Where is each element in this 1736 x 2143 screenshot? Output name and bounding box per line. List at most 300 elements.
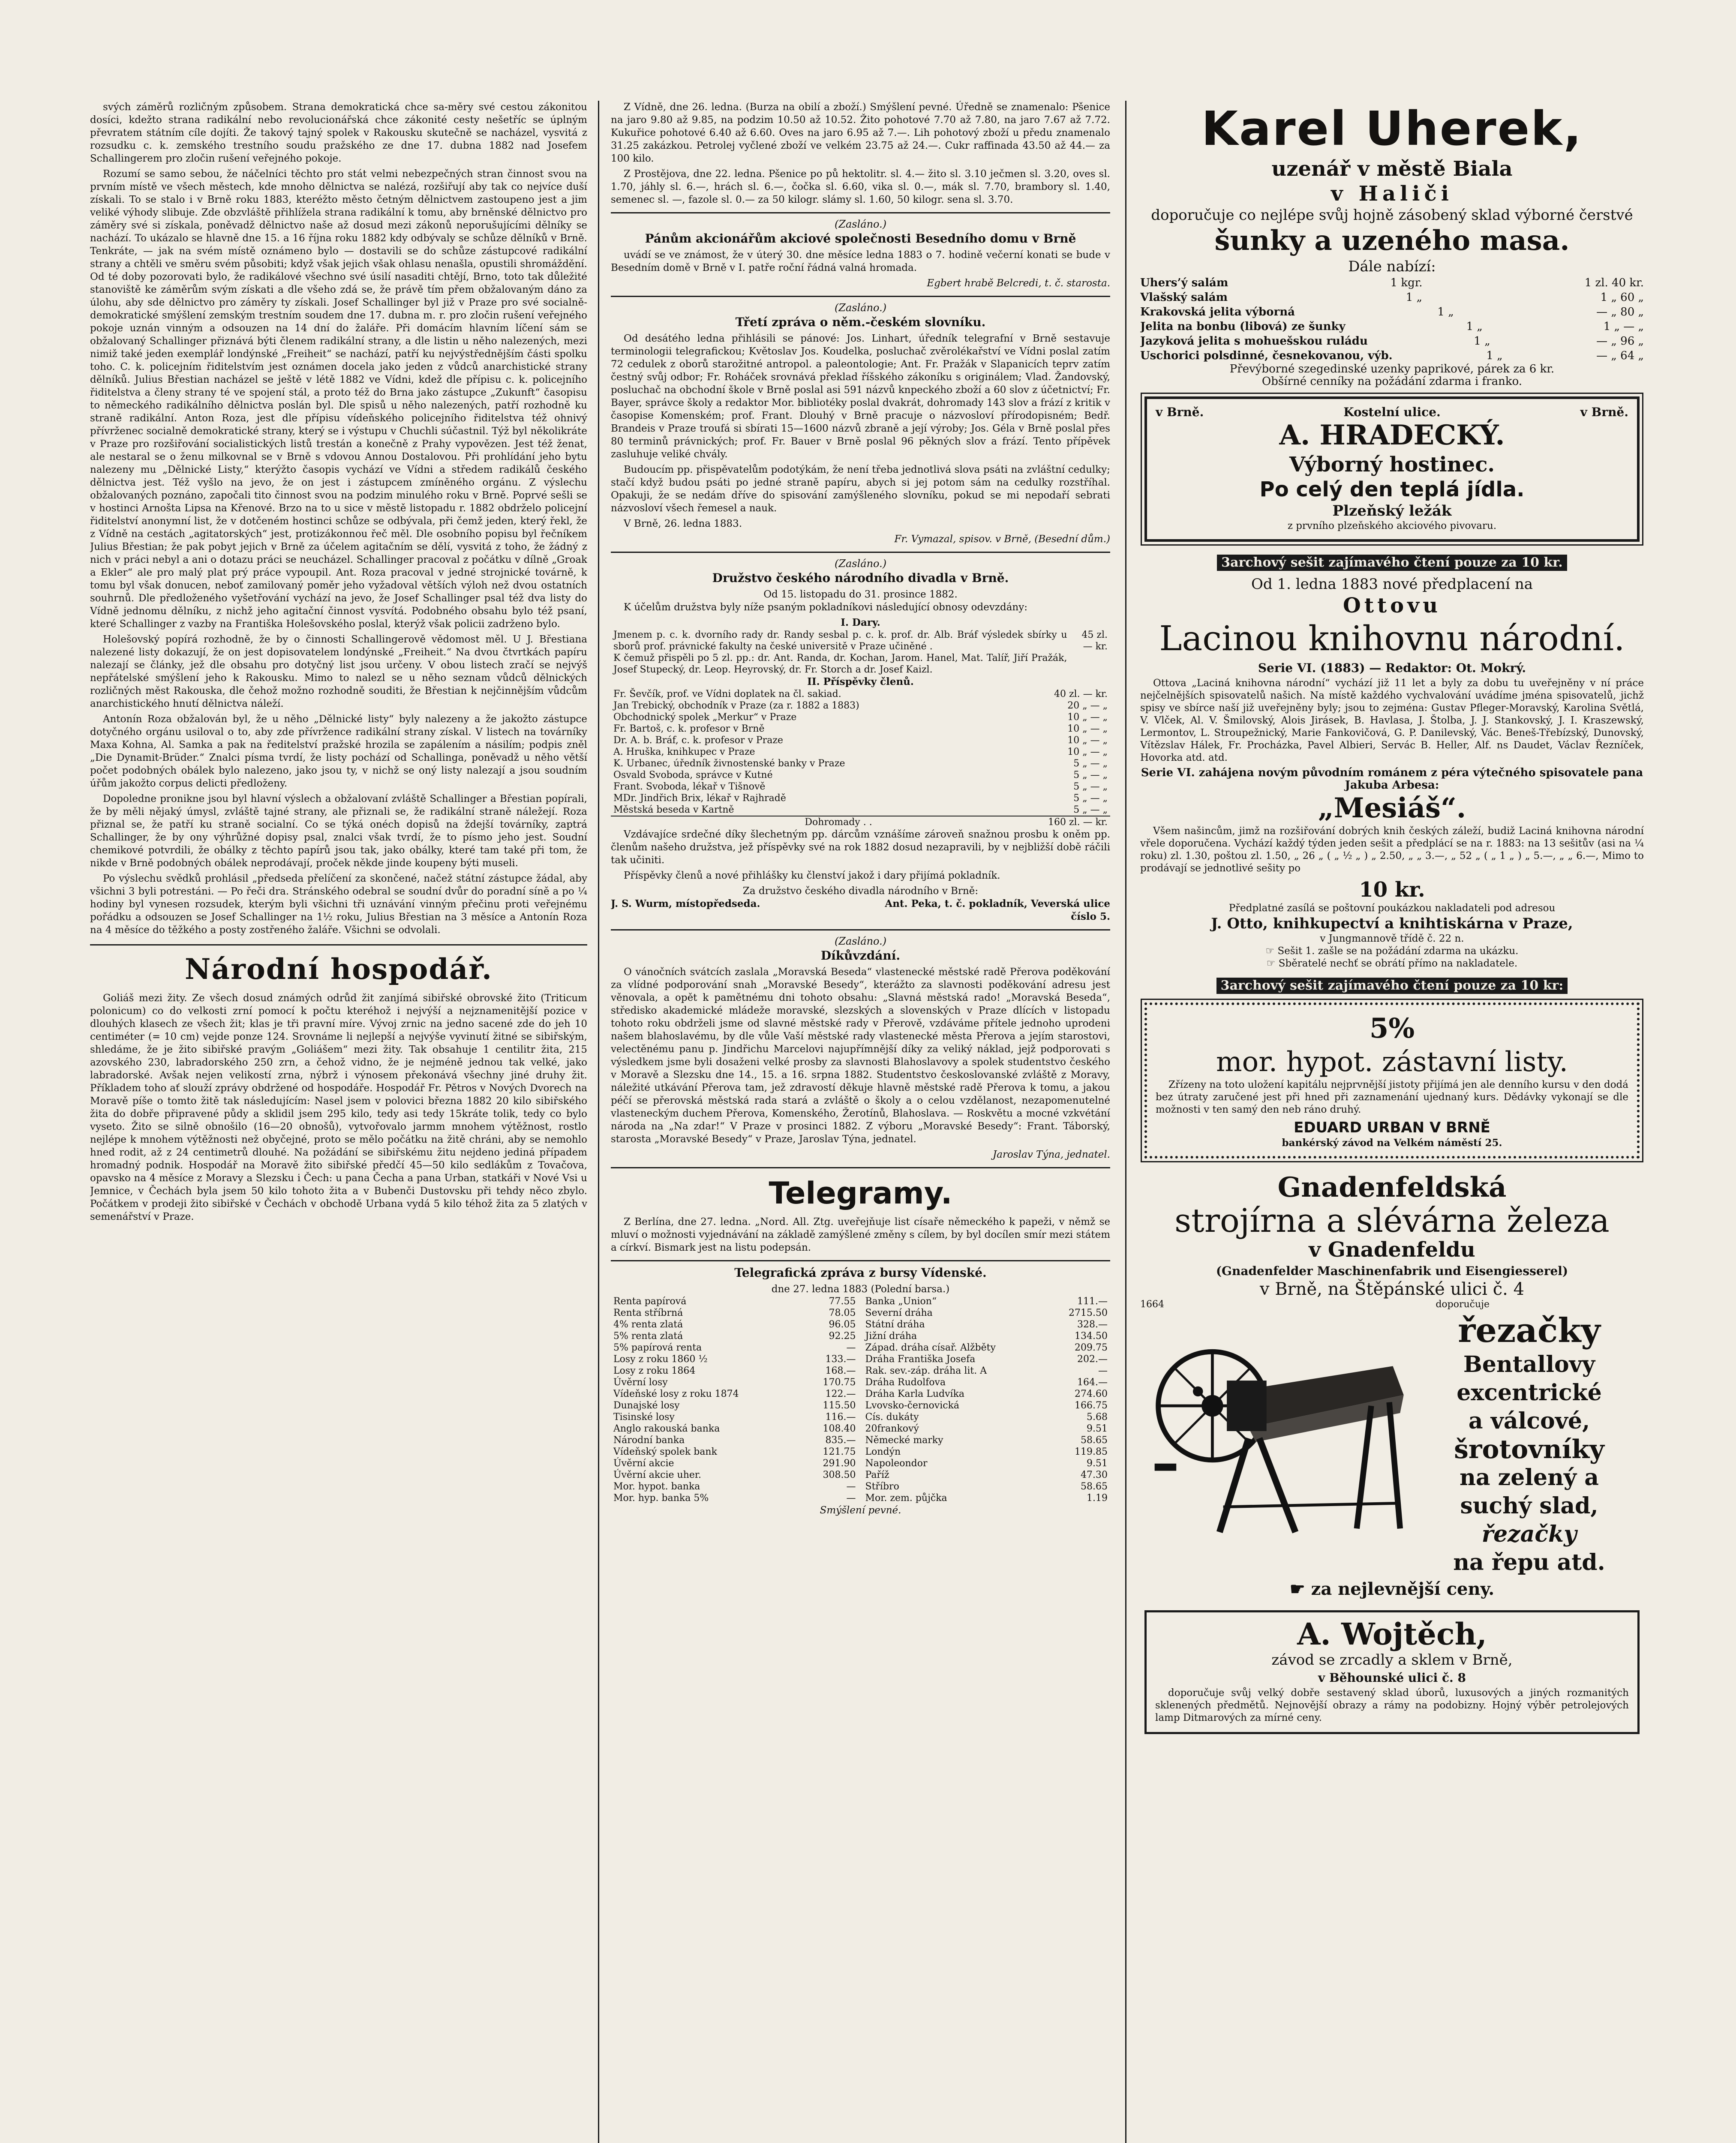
member-row-label: Fr. Ševčík, prof. ve Vídni doplatek na čl. sakiad.	[613, 689, 841, 699]
bursa-row	[863, 1469, 1111, 1481]
bursa-row	[863, 1307, 1111, 1319]
price-item-qty: 1 „	[1406, 291, 1422, 304]
ad-line: v Gnadenfeldu	[1309, 1238, 1475, 1262]
bursa-row	[611, 1365, 859, 1377]
bursa-row-label: 5% renta zlatá	[613, 1331, 683, 1342]
divider	[611, 1167, 1110, 1168]
bursa-row-value: 58.65	[1081, 1435, 1108, 1446]
ad-percent: 5%	[1369, 1012, 1415, 1044]
price-item-qty: 1 „	[1466, 320, 1483, 333]
price-item-price: — „ 64 „	[1596, 349, 1644, 362]
section-paragraph: Goliáš mezi žity. Ze všech dosud známých odrůd žit zanjímá sibiřské obrovské žito (Triticum polonicum) co do velkosti zrní pomocí k počtu kteréhož i nejvýší a nejznamenitější pozice v dlouhých klasech ze všech žit; klas je tři pravní míre. Vývoj zrnic na jedno sacené zde do jeh 10 centiméter (= 10 cm) vejde ponze 124. Srovnáme li nejlepší a nejvýše vyvinutí žitné se sibiřským, shledáme, že je žito sibiřské pravým „Goliášem“ mezi žity. Tak obsahuje 1 centilitr žita, 215 azovského 230, labradorského 250 zrn, a čehož vidno, že je nejméně jednou tak velké, jako labradorské. Avšak nejen velikostí zrna, nýbrž i výnosem překonává všechny jiné druhy žit. Příkladem toho ať slouží zprávy obdržené od hospodáře. Hospodář Fr. Pětros v Nových Dvorech na Moravě píše o tomto žitě tak následujícím: Nasel jsem v polovici března 1882 20 kilo sibiřského žita do dobře připravené půdy a sklidil jsem 295 kilo, tedy asi tedy 15kráte tolik, tedy co bylo vyseto. Žito se silně obnošilo (16—20 obnošů), vytvořovalo jarmm mnohem výtěžnost, rostlo nejlépe k mnohem výtěžnosti než obyčejné, proto se mělo počátku na žitě chráni, aby se nemohlo hned rodit, až z 24 centimetrů dlouhé. Na požádání se sibiřskému žitu nejdeno jediná případem hromadný podnik. Hospodář na Moravě žito sibiřské předčí 45—50 kilo sedlákům z Tovačova, opavsko na 4 měsíce z Moravy a Slezsku i Čech: u pana Čecha a pana Urban, statkáři v Nové Vsi u Jemnice, v Čechách byla jsem 50 kilo tohoto žita a v Bubenči Dustovsku při tehdy něco zbylo. Počátkem v prodeji žito sibiřské v Čechách v obchodě Urbana vydá 5 kilo téhož žita za 5 zlatých v semenářství v Praze.	[90, 993, 587, 1222]
ad-line: Ottovu	[1343, 594, 1441, 618]
bursa-title: Telegrafická zpráva z bursy Vídenské.	[734, 1266, 987, 1280]
bursa-row-label: Severní dráha	[865, 1308, 933, 1318]
notice-subtitle: Od 15. listopadu do 31. prosince 1882.	[763, 589, 958, 600]
bursa-row-value: —	[846, 1481, 856, 1492]
bursa-row-label: Dunajské losy	[613, 1400, 680, 1411]
bursa-row-value: 835.—	[825, 1435, 856, 1446]
bursa-row-value: 47.30	[1081, 1470, 1108, 1480]
bursa-row-value: 133.—	[825, 1354, 856, 1365]
bursa-row-value: 2715.50	[1069, 1308, 1108, 1318]
bursa-row-value: 122.—	[825, 1389, 856, 1399]
ad-line: (Gnadenfelder Maschinenfabrik und Eisengiesserel)	[1216, 1264, 1568, 1278]
table-row	[611, 652, 1110, 675]
bursa-row	[611, 1435, 859, 1446]
price-item-price: 1 zl. 40 kr.	[1584, 276, 1644, 289]
price-item-name: Uschorici polsdinné, česnekovanou, výb.	[1140, 349, 1393, 362]
member-row-label: Dr. A. b. Bráf, c. k. profesor v Praze	[613, 735, 783, 746]
bursa-row-label: Dráha Karla Ludvíka	[865, 1389, 965, 1399]
table-row	[611, 816, 1110, 828]
notice-text: Vzdávajíce srdečné díky šlechetným pp. dárcům vznášíme zároveň snažnou prosbu k oněm pp. členům našeho družstva, jež příspěvky své na rok 1882 dosud nezapravili, by v nejbližší době ráčili tak učiniti.	[611, 829, 1110, 866]
bursa-row-value: 111.—	[1077, 1296, 1108, 1307]
member-row-value: 5 „ — „	[1073, 758, 1108, 769]
ad-place: v Brně.	[1580, 405, 1628, 419]
column-left	[90, 101, 587, 2143]
product-line: excentrické	[1457, 1380, 1602, 1406]
bursa-row	[863, 1458, 1111, 1469]
market-report: Z Prostějova, dne 22. ledna. Pšenice po pů hektolitr. sl. 4.— žito sl. 3.10 ječmen sl. 3.20, oves sl. 1.70, jáhly sl. 6.—, hrách sl. 6.—, čočka sl. 6.60, vika sl. 0.—, mák sl. 7.70, brambory sl. 1.40, semenec sl. —, fazole sl. 0.— za 50 kilogr. slámy sl. 1.60, 50 kilogr. sena sl. 3.70.	[611, 168, 1110, 205]
bursa-row	[611, 1296, 859, 1307]
bursa-row-label: 5% papírová renta	[613, 1342, 702, 1353]
price-item-name: Vlašský salám	[1140, 291, 1228, 304]
ad-address: bankérský závod na Velkém náměstí 25.	[1282, 1137, 1502, 1149]
ad-headline: strojírna a slévárna železa	[1174, 1201, 1610, 1240]
ad-subtitle: Dále nabízí:	[1348, 258, 1436, 275]
table-row	[611, 629, 1110, 652]
bursa-row-value: 58.65	[1081, 1481, 1108, 1492]
bursa-row	[611, 1481, 859, 1492]
bursa-row-label: Renta stříbrná	[613, 1308, 683, 1318]
article-paragraph: Holešovský popírá rozhodně, že by o činnosti Schallingerově vědomost měl. U J. Břestiana nalezené listy dokazují, že on jest dopisovatelem londýnské „Freiheit.“ Na dvou čtvrtkách papíru nalezají se články, jež dle obsahu pro dotyčný list jsou určeny. V obou listech zračí se nejvýš nepřátelské smýšlení jeho k Rakousku. Mimo to nalezl se u něho seznam vůdců dělnických rozličných měst Rakouska, dle čehož možno rozhodně souditi, že Břestian k nejčinnějším vůdcům anarchistického hnutí dělnictva náleží.	[90, 634, 587, 709]
notice-label: (Zasláno.)	[834, 558, 887, 570]
ad-line: Plzeňský ležák	[1332, 502, 1452, 519]
column-middle	[611, 101, 1110, 2143]
divider	[611, 296, 1110, 297]
bursa-row	[863, 1435, 1111, 1446]
column-rule-right	[1125, 101, 1126, 2143]
bursa-row	[863, 1446, 1111, 1458]
price-item-price: — „ 96 „	[1596, 335, 1644, 348]
bursa-row	[863, 1330, 1111, 1342]
donation-value: 45 zl. — kr.	[1081, 630, 1108, 652]
list-heading: II. Příspěvky členů.	[807, 676, 914, 687]
member-row-value: 10 „ — „	[1067, 712, 1108, 723]
market-report: Z Vídně, dne 26. ledna. (Burza na obilí a zboží.) Smýšlení pevné. Úředně se znamenalo: Pšenice na jaro 9.80 až 9.85, na podzim 10.50 až 10.52. Žito pohotové 7.70 až 7.80, na jaro 7.67 až 7.72. Kukuřice pohotové 6.40 až 6.60. Oves na jaro 6.95 až 7.—. Lih pohotový zboží u předu znamenalo 31.25 zakázkou. Petrolej vyčlené zboží ve velkém 23.75 až 24.—. Cukr raffinada 43.50 až 44.— za 100 kilo.	[611, 102, 1110, 164]
footer-text: za nejlevnější ceny.	[1311, 1579, 1495, 1599]
ad-line: Po celý den teplá jídla.	[1259, 477, 1525, 501]
bursa-row-label: Národní banka	[613, 1435, 685, 1446]
bursa-subtitle: dne 27. ledna 1883 (Polední barsa.)	[771, 1284, 950, 1295]
article-paragraph: Dopoledne pronikne jsou byl hlavní výslech a obžalovaní zvláště Schallinger a Břestian popírali, že by měli nějaký úmysl, zvláště tajné strany, ale přiznali se, že radikální straně náležejí. Roza přiznal se, že patří ku straně socialní. Co se týká onéch dopisů na ždejší továrníky, zaptrá Schallinger, že by ony výhrůžné dopisy psal, znalci však tvrdí, že to písmo jeho jest. Soudní chemikové potvrdili, že obálky z těchto papírů jsou tak, jako obálky, které tam také při tom, že nikde v Brně podobných obálek neprodávají, proček někde jinde koupeny býti museli.	[90, 793, 587, 869]
column-rule-left	[598, 101, 599, 2143]
bursa-row-label: Losy z roku 1864	[613, 1366, 696, 1376]
member-row-value: 5 „ — „	[1073, 793, 1108, 804]
ad-text: doporučuje co nejlépe svůj hojně zásobený sklad výborné čerstvé	[1151, 207, 1633, 224]
ad-note	[1140, 945, 1644, 957]
bursa-footer: Smýšlení pevné.	[820, 1505, 901, 1516]
notice-label: (Zasláno.)	[834, 935, 887, 947]
price-row	[1140, 334, 1644, 348]
bursa-row	[611, 1330, 859, 1342]
ad-name: EDUARD URBAN V BRNĚ	[1294, 1119, 1490, 1136]
promo-bar: 3archový sešit zajímavého čtení pouze za 10 kr:	[1216, 978, 1568, 994]
ad-line: uzenář v městě Biala	[1271, 157, 1513, 181]
column-right	[1140, 101, 1644, 2143]
divider	[611, 212, 1110, 213]
ad-text: Ottova „Laciná knihovna národní“ vychází již 11 let a byly za dobu tu uveřejněny v ní práce nejčelnějších spisovatelů našich. Na místě každého vychvalování uvádíme jména spisovatelů, jichž spisy ve sbírce naší již uveřejněny byly; jsou to zejména: Gustav Pfleger-Moravský, Karolina Světlá, V. Vlček, Al. V. Šmilovský, Alois Jirásek, B. Havlasa, J. Štolba, J. J. Stankovský, J. I. Kraszewský, Lermontov, L. Stroupežnický, Marie Fankovičová, G. P. Danilevský, Vác. Beneš-Třebízský, Dunovský, Vítězslav Hálek, Fr. Procházka, Pavel Albieri, Servác B. Heller, Alf. ns Daudet, Václav Řezníček, Hovorka atd. atd.	[1140, 678, 1644, 763]
bursa-row	[863, 1400, 1111, 1411]
bursa-row-value: 134.50	[1075, 1331, 1108, 1342]
telegram-text: Z Berlína, dne 27. ledna. „Nord. All. Ztg. uveřejňuje list císaře německého k papeži, v němž se mluví o možnosti vyjednávání na základě zamýšlené změny s cílem, by byl docílen smír mezi státem a církví. Bismark jest na listu podepsán.	[611, 1216, 1110, 1253]
bursa-row	[863, 1492, 1111, 1504]
member-row	[611, 688, 1110, 700]
ad-text: Zřízeny na toto uložení kapitálu nejprvnější jistoty přijímá jen ale denního kursu v den dodá bez útraty zaručené jest při hned při zaznamenání ujednaný kurs. Dědávky vykonají se dle možnosti v ten samý den neb ráno druhý.	[1156, 1079, 1628, 1115]
price-item-price: — „ 80 „	[1596, 306, 1644, 318]
bursa-row-value: —	[846, 1342, 856, 1353]
bursa-row	[611, 1319, 859, 1330]
article-paragraph: Po výslechu svědků prohlásil „předseda přelíčení za skončené, načež státní zástupce žádal, aby všichni 3 byli potrestáni. — Po řeči dra. Stránského odebral se soudní dvůr do poradní síně a po ¼ hodiny byl vynesen rozsudek, kterým byli všichni tři uznávání vinným přečinu proti veřejnému pořádku a odsouzen se Josef Schallinger na 1½ roku, Julius Břestian na 3 měsíce a Antonín Roza na 4 měsíce do těžkého a posty zostřeného žaláře. Všichni se odvolali.	[90, 873, 587, 936]
ad-signature: J. Otto, knihkupectví a knihtiskárna v Praze,	[1211, 915, 1573, 932]
total-table	[611, 816, 1110, 828]
notice-text: uvádí se ve známost, že v úterý 30. dne měsíce ledna 1883 o 7. hodině večerní konati se bude v Besedním domě v Brně v I. patře roční řádná valná hromada.	[611, 249, 1110, 273]
bursa-row-label: Paříž	[865, 1470, 889, 1480]
member-row	[611, 735, 1110, 746]
ad-dop: doporučuje	[1436, 1299, 1490, 1310]
price-item-qty: 1 „	[1474, 335, 1490, 348]
notice-text: Od desátého ledna přihlásili se pánové: Jos. Linhart, úředník telegrafní v Brně sestavuje terminologii telegrafickou; Květoslav Jos. Koudelka, posluchač zvěrolékařství ve Vídni poslal zatím 72 cedulek z oborů starožitné antropol. a paleontologie; Ant. Fr. Pražák v Slapanicích teprv zatím čestný svůj odbor; Fr. Roháček srovnává překlad říšského zákoníku s originálem; Vlad. Žandovský, posluchač na obchodní škole v Brně poslal asi 591 názvů knpeckého zboží a 60 slov z účetnictví; Fr. Bayer, správce školy a redaktor Mor. bibliotéky poslal dvakrát, dohromady 143 slov a frází z kritik v časopise Komenském; prof. Frant. Dlouhý v Brně pracuje o názvosloví přírodopisném; Bedř. Brandeis v Praze troufá si sbírati 15—1600 názvů zbraně a její výroby; Jos. Géla v Brně poslal přes 80 terminů právnických; prof. Fr. Bauer v Brně poslal 96 pěkných slov a frází. Tento přípěvek zasluhuje veliké chvály.	[611, 333, 1110, 460]
product-line: na zelený a	[1460, 1465, 1599, 1491]
product-line: řezačky	[1481, 1521, 1577, 1547]
bursa-row-value: 1.19	[1087, 1493, 1108, 1504]
notice-signature: Jaroslav Týna, jednatel.	[993, 1149, 1110, 1160]
bursa-row-label: Lvovsko-černovická	[865, 1400, 960, 1411]
notice-text: Budoucím pp. přispěvatelům podotýkám, že není třeba jednotlivá slova psáti na zvláštní cedulky; stačí když budou psáti po jedné straně papíru, abych si jej potom sám na cedulky rozstříhal. Opakuji, že se nedám dříve do spisování zamýšleného slovníku, pokud se mi nepodaří sebrati názvosloví všech řemesel a nauk.	[611, 464, 1110, 514]
ad-line: Od 1. ledna 1883 nové předplacení na	[1251, 576, 1533, 593]
price-item-price: 1 „ — „	[1603, 320, 1644, 333]
member-row	[611, 723, 1110, 735]
product-line: řezačky	[1458, 1311, 1601, 1350]
bursa-row-value: 5.68	[1087, 1412, 1108, 1423]
chaff-cutter-illustration	[1140, 1311, 1415, 1551]
ad-note	[1140, 957, 1644, 970]
ad-text: Předplatné zasílá se poštovní poukázkou nakladateli pod adresou	[1228, 903, 1556, 914]
price-list	[1140, 276, 1644, 363]
notice-intro: K účelům družstva byly níže psaným pokladníkovi následující obnosy odevzdány:	[624, 602, 1027, 613]
note-text: Sběratelé nechť se obrátí přímo na nakladatele.	[1278, 958, 1518, 969]
total-value: 160 zl. — kr.	[875, 816, 1110, 828]
bursa-row-label: Losy z roku 1860 ½	[613, 1354, 708, 1365]
bursa-row-label: Vídeňský spolek bank	[613, 1447, 717, 1457]
ad-place: Kostelní ulice.	[1343, 405, 1441, 419]
notice-title: Družstvo českého národního divadla v Brně.	[712, 571, 1009, 585]
member-row-label: K. Urbanec, úředník živnostenské banky v Praze	[613, 758, 845, 769]
bursa-row-value: 291.90	[823, 1458, 856, 1469]
price-row	[1140, 305, 1644, 319]
price-item-name: Uhers’ý salám	[1140, 276, 1228, 289]
bursa-row-value: 164.—	[1077, 1377, 1108, 1388]
member-row-label: Osvald Svoboda, správce v Kutné	[613, 770, 773, 780]
promo-bar: 3archový sešit zajímavého čtení pouze za 10 kr.	[1217, 555, 1567, 571]
bursa-row-value: 209.75	[1075, 1342, 1108, 1353]
ad-headline: šunky a uzeného masa.	[1214, 225, 1570, 257]
bursa-row-value: 9.51	[1087, 1458, 1108, 1469]
bursa-table-left	[611, 1296, 859, 1504]
member-row	[611, 804, 1110, 816]
ad-headline: „Mesiáš“.	[1318, 792, 1466, 824]
bursa-row-label: Německé marky	[865, 1435, 943, 1446]
product-line: šrotovníky	[1454, 1435, 1604, 1465]
donation-name: Jmenem p. c. k. dvorního rady dr. Randy sesbal p. c. k. prof. dr. Alb. Bráf výsledek sbírky u sborů prof. právnické fakulty na české universitě v Praze učiněné .	[613, 630, 1067, 652]
bursa-row-label: Napoleondor	[865, 1458, 928, 1469]
bursa-row-label: Úvěrní akcie	[613, 1458, 674, 1469]
divider	[611, 929, 1110, 930]
ad-name: A. Wojtěch,	[1297, 1616, 1487, 1652]
total-label: Dohromady . .	[611, 816, 875, 828]
notice-title: Pánům akcionářům akciové společnosti Besedního domu v Brně	[645, 231, 1076, 246]
ad-footer	[1140, 1577, 1644, 1602]
price-item-price: 1 „ 60 „	[1600, 291, 1644, 304]
telegram-title: Telegramy.	[769, 1176, 952, 1211]
ad-headline: mor. hypot. zástavní listy.	[1216, 1046, 1568, 1078]
product-line: a válcové,	[1468, 1408, 1590, 1434]
members-table	[611, 688, 1110, 816]
signature-left: J. S. Wurm, místopředseda.	[611, 898, 760, 909]
bursa-row	[611, 1400, 859, 1411]
bursa-row	[611, 1423, 859, 1435]
list-heading: I. Dary.	[841, 617, 880, 628]
bursa-row	[863, 1423, 1111, 1435]
notice-text: O vánočních svátcích zaslala „Moravská Beseda“ vlastenecké městské radě Přerova poděkování za vlídné podporování snah „Moravské Besedy“, kterážto za slavnosti poděkování adresu jest věnovala, a opět k pamětnému dni tohoto obsahu: „Slavná městská rado! „Moravská Beseda“, středisko akademické mládeže moravské, slezských a slovenských v Praze dlících v listopadu tohoto roku obdrželi jsme od slavné městské rady v Přerově, vzdáváme přítele jednoho uprodeni našem blahoslavému, by dle vůle Vaší městské rady vlastenecké města Přerova a jejím starostovi, velectěnému panu p. Jindřichu Marcelovi najupřímnější díky za veliký náklad, jejž podporovati s výsledkem jsme byli dosaženi velké prosby za slavnosti Blahoslavovy a spolek studentstvo českého v Moravě a Slezsku dne 14., 15. a 16. srpna 1882. Studentstvo českoslovanské zvláště z Moravy, náležité utkávání Přerova tam, jež zdravostí děkuje hlavně městské radě Přerova k tomu, a jakou péčí se přerovská městská rada stará a zvláště o školy a o celou vzdělanost, nezapomenutelné vlasteneckým duchem Přerova, Komenského, Žerotínů, Blahoslava. — Roskvětu a mocné vzkvétání národa na „Na zdar!“ V Praze v prosinci 1882. Z výboru „Moravské Besedy“: Frant. Táborský, starosta „Moravské Besedy“ v Praze, Jaroslav Týna, jednatel.	[611, 966, 1110, 1145]
bursa-row-value: 92.25	[829, 1331, 856, 1342]
bursa-row	[863, 1365, 1111, 1377]
article-paragraph: Rozumí se samo sebou, že náčelníci těchto pro stát velmi nebezpečných stran činnost svou na prvním místě ve všech městech, kde mnoho dělnictva se nalézá, rozšiřují aby tak co nejvíce duší získali. To se stalo i v Brně roku 1883, kteréžto město četným dělnictvem zastoupeno jest a jim veliké výhody slibuje. Zde obzvláště přihlížela strana radikální k tomu, aby brněnské dělnictvo pro záměry své si získala, poněvadž dělnictvo naše až dosud mezi zákonů neporušujícími dělníky se nachází. To ukázalo se hlavně dne 15. a 16 října roku 1882 kdy odbývaly se schůze dělníků v Brně. Tenkráte, — jak na svém místě oznámeno bylo — dostavili se do schůze zástupcové radikální strany a chtěli ve směru svém působiti; když však jejich však ohlasu nenašla, opustili shromáždění. Od té doby pozorovati bylo, že radikálové všechno své úsilí nasaditi chtějí, Brno, toto tak důležité stanoviště ke záměrům svým získati a dle všeho zdá se, že právě tím přem obžalovaným dáno za úlohu, aby sde dělnictvo pro záměry ty získali. Josef Schallinger byl již v Praze pro své socialně-demokratické smýšlení zemským trestním soudem dne 17. dubna m. r. pro zločin rušení veřejného pokoje uznán vinným a odsouzen na 14 dní do žaláře. Při domácím hlavním líčení sám se obžalovaný Schallinger přiznává býti členem radikální strany, a dle listin u něho nalezených, mezi nimiž také jeden exemplář londýnské „Freiheit“ se nachází, patří ku nejvýstřednějším části spolku toho. C. k. policejním řiditelstvím jest oznámen docela jako jeden z vůdců anarchistické strany dělníků. Julius Břestian nacházel se ještě v létě 1882 ve Vídni, kdež dle přípisu c. k. policejního řiditelstva a členy strany té ve spojení stál, a proto též do Brna jako zástupce „Zukunft“ časopisu to německého radikálního dělnictva poslán byl. Dle spisů u něho nalezených, patří rozhodně ku straně radikální. Anton Roza, jest dle přípisu vídeňského policejního řiditelstva též ohnivý přívrženec socialně demokratické strany, který se i výstupu v Chuchli súčastnil. Týž byl několikráte v Praze pro rozšiřování socialistických listů trestán a konečně z Prahy vypovězen. Jest též ženat, ale nestaral se o ženu milkovnal se v Brně s vdovou Annou Dostalovou. Při prohlídání jeho bytu nalezeny mu „Dělnické Listy,“ kterýžto časopis vychází ve Vídni a středem radikálů českého dělnictva jest. Též vyšlo na jevo, že on jest i zástupcem zmíněného orgánu. Z výslechu obžalovaných poznáno, započali tito činnost svou na podzim minulého roku v Brně. Poprvé sešli se v hostinci Arnošta Lipsa na Křenové. Brzo na to u sice v městě listopadu r. 1882 obdrželo policejní řiditelství anonymní list, že v dotčeném hostinci schůze se odbývala, při čemž jeden, který řekl, že z Vídně na cestách „agitatorských“ jest, protizákonnou řeč měl. Dle osobního popisu byl řečníkem Julius Břestian; že pak pobyt jejich v Brně za účelem agitačním se dělí, vysvitá z toho, že žádný z nich v práci nebyl a ani o dotazu práci se neucházel. Schallinger pracoval z počátku v dílně „Groak a Ekler“ ale pro malý plat prý práce vypoupil. Ant. Roza pracoval v jedné strojnické továrně, k tomu byl však donucen, neboť zamilovaný poměr jeho vyžadoval větších výloh než dvou ostatních souhrnů. Dle předloženého vyšetřování vychází na jevo, že Josef Schallinger psal též dva listy do Vídně jednomu dělníku, z nichž jeho agitační činnost vysvítá. Podobného obsahu bylo též psaní, které Schallinger z vazby na Františka Holešovského poslal, kterýž však policii zadrženo bylo.	[90, 168, 587, 630]
member-row-label: Městská beseda v Kartně	[613, 804, 734, 815]
member-row-value: 10 „ — „	[1067, 747, 1108, 757]
ad-text: doporučuje svůj velký dobře sestavený sklad úborů, luxusových a jiných rozmanitých sklenených předmětů. Nejnovější obrazy a rámy na podobizny. Hojný výběr petrolejových lamp Ditmarových za mírné ceny.	[1155, 1687, 1629, 1723]
price-item-qty: 1 „	[1486, 349, 1503, 362]
member-row-value: 10 „ — „	[1067, 735, 1108, 746]
member-row	[611, 792, 1110, 804]
bursa-row-value: 274.60	[1075, 1389, 1108, 1399]
pointing-hand-icon: ☞	[1265, 945, 1278, 957]
member-row-label: Jan Trebický, obchodník v Praze (za r. 1882 a 1883)	[613, 700, 859, 711]
price-item-qty: 1 „	[1437, 306, 1454, 318]
bursa-row-label: Úvěrní akcie uher.	[613, 1470, 701, 1480]
ad-urban	[1144, 1002, 1640, 1159]
signature-right: Ant. Peka, t. č. pokladník, Veverská ulice číslo 5.	[885, 898, 1110, 922]
bursa-row	[611, 1492, 859, 1504]
bursa-row-label: Západ. dráha císař. Alžběty	[865, 1342, 996, 1353]
ad-products	[1415, 1311, 1644, 1577]
donation-value	[1070, 652, 1111, 675]
ad-headline: Lacinou knihovnu národní.	[1159, 618, 1625, 658]
member-row	[611, 781, 1110, 792]
bursa-row-label: Úvěrní losy	[613, 1377, 668, 1388]
ad-line: závod se zrcadly a sklem v Brně,	[1271, 1651, 1513, 1669]
bursa-row	[863, 1319, 1111, 1330]
ad-line: Gnadenfeldská	[1277, 1171, 1507, 1204]
bursa-row-value: 308.50	[823, 1470, 856, 1480]
notice-text: Příspěvky členů a nové přihlášky ku členství jakož i dary přijímá pokladník.	[624, 870, 1000, 881]
product-line: suchý slad,	[1460, 1493, 1598, 1519]
bursa-row-label: Banka „Union“	[865, 1296, 937, 1307]
ad-price: 10 kr.	[1359, 878, 1425, 902]
ad-year: 1664	[1140, 1299, 1164, 1310]
bursa-row	[611, 1342, 859, 1354]
bursa-row-label: Dráha Rudolfova	[865, 1377, 946, 1388]
price-item-name: Jelita na bonbu (libová) ze šunky	[1140, 320, 1346, 333]
ad-name: Karel Uherek,	[1201, 101, 1583, 156]
member-row	[611, 746, 1110, 758]
notice-label: (Zasláno.)	[834, 218, 887, 230]
bursa-row-label: Londýn	[865, 1447, 901, 1457]
ad-line: Serie VI. zahájena novým původním románem z péra výtečného spisovatele pana Jakuba Arbesa:	[1141, 766, 1643, 792]
member-row	[611, 711, 1110, 723]
member-row-label: A. Hruška, knihkupec v Praze	[613, 747, 755, 757]
price-row	[1140, 319, 1644, 334]
bursa-row	[611, 1469, 859, 1481]
bursa-row-value: 328.—	[1077, 1319, 1108, 1330]
ad-text: Všem našincům, jimž na rozšiřování dobrých knih českých záleží, budiž Laciná knihovna národní vřele doporučena. Vychází každý týden jeden sešit a předplácí se na r. 1883: na 13 sešitův (asi na ¼ roku) zl. 1.30, poštou zl. 1.50, „ 26 „ ( „ ½ „ ) „ 2.50, „ „ 3.—, „ 52 „ ( „ 1 „ ) „ 5.—, „ „ 6.—, Mimo to prodávají se jednotlivé sešity po	[1140, 825, 1644, 874]
bursa-row-value: 166.75	[1075, 1400, 1108, 1411]
bursa-row-value: 77.55	[829, 1296, 856, 1307]
bursa-row-value: 168.—	[825, 1366, 856, 1376]
notice-title: Díkůvzdání.	[820, 948, 901, 963]
ad-line: v Haliči	[1331, 182, 1453, 206]
member-row	[611, 700, 1110, 711]
notice-label: (Zasláno.)	[834, 302, 887, 314]
bursa-row	[863, 1342, 1111, 1354]
ad-name: A. HRADECKÝ.	[1279, 419, 1505, 451]
bursa-row-value: —	[846, 1493, 856, 1504]
ad-footer: Převýborné szegedinské uzenky paprikové, párek za 6 kr.	[1229, 363, 1555, 375]
bursa-table-right	[863, 1296, 1111, 1504]
member-row-value: 5 „ — „	[1073, 770, 1108, 780]
bursa-row-label: Dráha Františka Josefa	[865, 1354, 976, 1365]
ad-gnadenfeld	[1140, 1171, 1644, 1602]
divider	[611, 1260, 1110, 1261]
article-paragraph: Antonín Roza obžalován byl, že u něho „Dělnické listy“ byly nalezeny a že jakožto zástupce dotyčného orgánu usiloval o to, aby zde přívržence radikální strany získal. V listech na továrníky Maxa Kohna, Al. Samka a pak na ředitelství pražské hrozila se zapálením a násilím; podpis zněl „Die Dynamit-Brüder.“ Znalci písma tvrdí, že listy pochází od Schallinga, poněvadž u něho větší počet podobných obálek bylo nalezeno, jako jsou ty, v nichž se oný listy nalezají a jsou soudním úřům jakožto corpus delicti předloženy.	[90, 714, 587, 789]
bursa-row	[611, 1377, 859, 1388]
ad-line: v Běhounské ulici č. 8	[1318, 1671, 1466, 1685]
article-paragraph: svých záměrů rozličným způsobem. Strana demokratická chce sa-měry své cestou zákonitou dosíci, kdežto strana radikální nebo revolucionářská chce zákonité cesty nešetříc se úplným převratem státním cíle dojíti. Že takový tajný spolek v Rakousku skutečně se nacházel, vysvitá z rozsudku c. k. zemského trestního soudu pražského ze dne 17. dubna 1882 nad Josefem Schallingerem pro zločin rušení veřejného pokoje.	[90, 102, 587, 164]
notice-signature: Fr. Vymazal, spisov. v Brně, (Besední dům.)	[894, 534, 1110, 545]
bursa-row-value: 202.—	[1077, 1354, 1108, 1365]
member-row-value: 40 zl. — kr.	[1054, 689, 1108, 699]
bursa-row-value: 119.85	[1075, 1447, 1108, 1457]
bursa-row	[863, 1411, 1111, 1423]
bursa-row-label: Renta papírová	[613, 1296, 687, 1307]
member-row-label: MDr. Jindřich Brix, lékař v Rajhradě	[613, 793, 786, 804]
bursa-row-label: Tisinské losy	[613, 1412, 675, 1423]
member-row-value: 5 „ — „	[1073, 804, 1108, 815]
notice-title: Třetí zpráva o něm.-českém slovníku.	[735, 315, 986, 329]
bursa-row-label: Mor. zem. půjčka	[865, 1493, 947, 1504]
bursa-row-label: Cís. dukáty	[865, 1412, 919, 1423]
bursa-row-value: 9.51	[1087, 1423, 1108, 1434]
member-row-value: 20 „ — „	[1067, 700, 1108, 711]
member-row-value: 5 „ — „	[1073, 781, 1108, 792]
member-row	[611, 758, 1110, 769]
bursa-row-value: 170.75	[823, 1377, 856, 1388]
ad-otto	[1140, 575, 1644, 970]
bursa-row-value: 96.05	[829, 1319, 856, 1330]
bursa-row-label: Vídeňské losy z roku 1874	[613, 1389, 739, 1399]
pointing-hand-icon: ☞	[1266, 958, 1279, 969]
bursa-row-value: 108.40	[823, 1423, 856, 1434]
section-title: Národní hospodář.	[90, 944, 587, 986]
bursa-row-value: 121.75	[823, 1447, 856, 1457]
product-line: na řepu atd.	[1453, 1549, 1605, 1576]
bursa-row	[611, 1307, 859, 1319]
pointing-hand-icon: ☛	[1289, 1579, 1311, 1599]
bursa-row	[863, 1377, 1111, 1388]
member-row-value: 10 „ — „	[1067, 723, 1108, 734]
ad-address: v Jungmannově třídě č. 22 n.	[1320, 933, 1464, 944]
bursa-row-value: —	[1098, 1366, 1108, 1376]
member-row	[611, 769, 1110, 781]
ad-line: v Brně, na Štěpánské ulici č. 4	[1259, 1279, 1525, 1299]
bursa-row-label: Mor. hypot. banka	[613, 1481, 700, 1492]
bursa-row-value: 115.50	[823, 1400, 856, 1411]
divider	[611, 552, 1110, 553]
donation-name: K čemuž přispěli po 5 zl. pp.: dr. Ant. Randa, dr. Kochan, Jarom. Hanel, Mat. Talíř, Jiří Pražák, Josef Stupecký, dr. Leop. Heyrovský, dr. Fr. Storch a dr. Josef Kaizl.	[613, 653, 1067, 675]
notice-footer: Za družstvo českého divadla národního v Brně:	[742, 885, 979, 897]
bursa-row-label: Rak. sev.-záp. dráha lit. A	[865, 1366, 987, 1376]
price-row	[1140, 276, 1644, 290]
bursa-row-value: 116.—	[825, 1412, 856, 1423]
note-text: Sešit 1. zašle se na požádání zdarma na ukázku.	[1277, 945, 1519, 957]
member-row-label: Obchodnický spolek „Merkur“ v Praze	[613, 712, 797, 723]
notice-signature: Egbert hrabě Belcredi, t. č. starosta.	[927, 278, 1110, 289]
price-row	[1140, 290, 1644, 305]
price-item-qty: 1 kgr.	[1390, 276, 1423, 289]
donations-table	[611, 629, 1110, 675]
bursa-row-label: Jižní dráha	[865, 1331, 917, 1342]
price-row	[1140, 348, 1644, 363]
bursa-row	[863, 1481, 1111, 1492]
bursa-row-label: Mor. hyp. banka 5%	[613, 1493, 709, 1504]
bursa-row-value: 78.05	[829, 1308, 856, 1318]
bursa-row-label: Anglo rakouská banka	[613, 1423, 720, 1434]
ad-line: z prvního plzeňského akciového pivovaru.	[1287, 520, 1497, 531]
ad-uherek	[1140, 101, 1644, 388]
product-line: Bentallovy	[1463, 1351, 1595, 1378]
bursa-row	[863, 1388, 1111, 1400]
bursa-row	[611, 1458, 859, 1469]
bursa-row-label: 4% renta zlatá	[613, 1319, 683, 1330]
bursa-row-label: Stříbro	[865, 1481, 899, 1492]
ad-line: Serie VI. (1883) — Redaktor: Ot. Mokrý.	[1258, 661, 1526, 675]
ad-line: Výborný hostinec.	[1289, 453, 1495, 477]
ad-place: v Brně.	[1156, 405, 1204, 419]
price-item-name: Jazyková jelita s mohuešskou ruládu	[1140, 335, 1368, 348]
member-row-label: Fr. Bartoš, c. k. profesor v Brně	[613, 723, 765, 734]
ad-hradecky	[1144, 396, 1640, 542]
bursa-row	[611, 1446, 859, 1458]
ad-wojtech	[1144, 1610, 1640, 1734]
bursa-row	[863, 1296, 1111, 1307]
price-item-name: Krakovská jelita výborná	[1140, 306, 1295, 318]
bursa-row-label: 20frankový	[865, 1423, 919, 1434]
bursa-row	[611, 1388, 859, 1400]
bursa-row	[863, 1354, 1111, 1365]
member-row-label: Frant. Svoboda, lékař v Tišnově	[613, 781, 766, 792]
bursa-row-label: Státní dráha	[865, 1319, 925, 1330]
ad-footer: Obšírné cenníky na požádání zdarma i franko.	[1261, 375, 1523, 388]
